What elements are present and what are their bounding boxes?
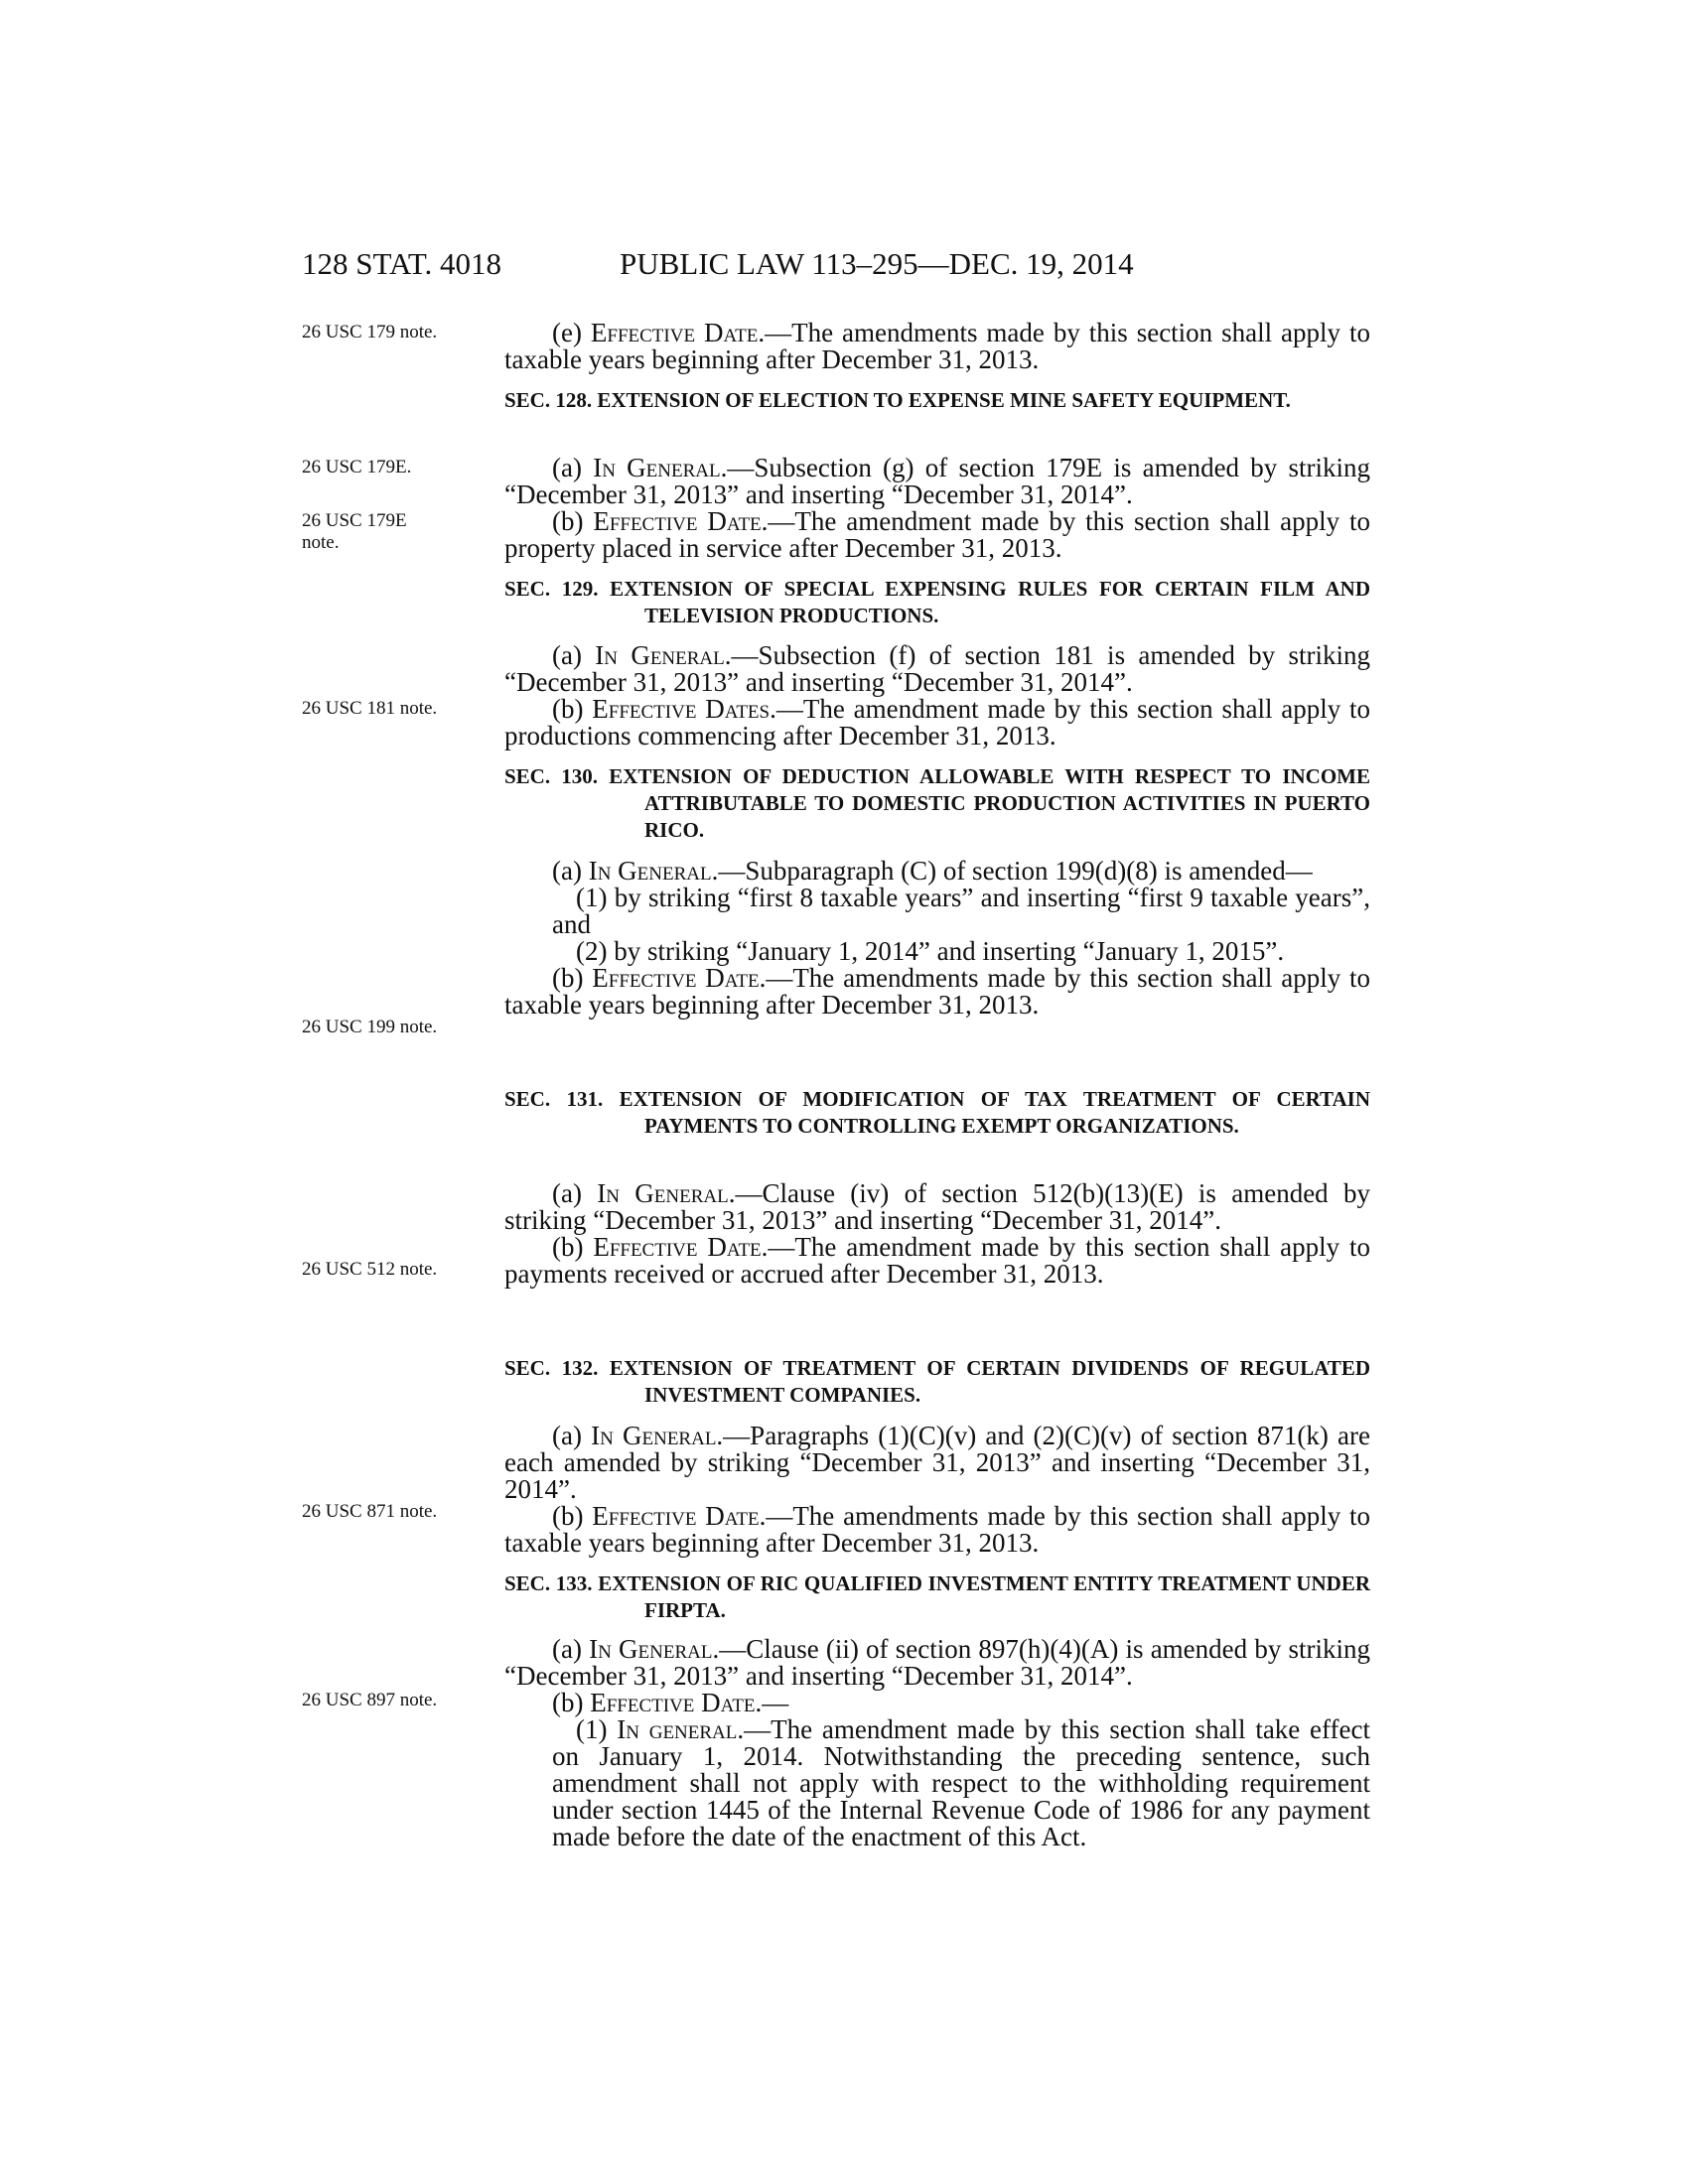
- section-heading: SEC. 130. EXTENSION OF DEDUCTION ALLOWABLE WITH RESPECT TO INCOME ATTRIBUTABLE TO DOMESTIC PRODUCTION ACTIVITIES IN PUERTO RICO.: [504, 764, 1370, 842]
- statute-page-number: 128 STAT. 4018: [302, 246, 502, 281]
- margin-note: 26 USC 179 note.: [302, 322, 438, 342]
- margin-note: 26 USC 181 note.: [302, 698, 438, 719]
- section-heading: SEC. 132. EXTENSION OF TREATMENT OF CERTAIN DIVIDENDS OF REGULATED INVESTMENT COMPANIES.: [504, 1356, 1370, 1407]
- paragraph: (a) In General.—Subsection (f) of section 181 is amended by striking “December 31, 2013” and inserting “December 31, 2014”.: [504, 640, 1370, 697]
- section-heading-131: [504, 1086, 1370, 1140]
- paragraph: (a) In General.—Clause (ii) of section 897(h)(4)(A) is amended by striking “December 31, 2013” and inserting “December 31, 2014”.: [504, 1634, 1370, 1691]
- margin-note: 26 USC 199 note.: [302, 1017, 438, 1037]
- public-law-title: PUBLIC LAW 113–295—DEC. 19, 2014: [620, 246, 1134, 281]
- subsection-block: [504, 642, 1370, 750]
- paragraph: (b) Effective Date.—The amendments made by this section shall apply to taxable years beginning after December 31, 2013.: [504, 963, 1370, 1020]
- subsection-block: [504, 455, 1370, 562]
- paragraph: (b) Effective Date.—The amendment made by this section shall apply to property placed in service after December 31, 2013.: [504, 506, 1371, 563]
- paragraph: (1) In general.—The amendment made by this section shall take effect on January 1, 2014. Notwithstanding the preceding sentence, such amendment shall not apply with respect to the withholding requirement under section 1445 of the Internal Revenue Code of 1986 for any payment made before the date of the enactment of this Act.: [552, 1714, 1370, 1851]
- paragraph: (1) by striking “first 8 taxable years” and inserting “first 9 taxable years”, and: [552, 883, 1370, 939]
- section-heading-129: [504, 576, 1370, 629]
- section-heading: SEC. 133. EXTENSION OF RIC QUALIFIED INVESTMENT ENTITY TREATMENT UNDER FIRPTA.: [504, 1571, 1370, 1622]
- paragraph: (b) Effective Dates.—The amendment made by this section shall apply to productions commencing after December 31, 2013.: [504, 694, 1370, 751]
- margin-note: 26 USC 512 note.: [302, 1259, 438, 1280]
- section-heading: SEC. 129. EXTENSION OF SPECIAL EXPENSING RULES FOR CERTAIN FILM AND TELEVISION PRODUCTIONS.: [504, 577, 1370, 627]
- paragraph: (b) Effective Date.—: [552, 1688, 789, 1717]
- paragraph: (a) In General.—Paragraphs (1)(C)(v) and (2)(C)(v) of section 871(k) are each amended by striking “December 31, 2013” and inserting “December 31, 2014”.: [504, 1421, 1370, 1504]
- section-heading: SEC. 131. EXTENSION OF MODIFICATION OF TAX TREATMENT OF CERTAIN PAYMENTS TO CONTROLLING EXEMPT ORGANIZATIONS.: [504, 1087, 1370, 1138]
- margin-note: 26 USC 871 note.: [302, 1501, 438, 1522]
- paragraph: (a) In General.—Clause (iv) of section 512(b)(13)(E) is amended by striking “December 31, 2013” and inserting “December 31, 2014”.: [504, 1178, 1370, 1235]
- paragraph: (a) In General.—Subparagraph (C) of section 199(d)(8) is amended—: [552, 856, 1313, 886]
- section-heading-132: [504, 1355, 1370, 1409]
- paragraph: (b) Effective Date.—The amendments made by this section shall apply to taxable years beginning after December 31, 2013.: [504, 1501, 1370, 1558]
- paragraph: (b) Effective Date.—The amendment made by this section shall apply to payments received or accrued after December 31, 2013.: [504, 1232, 1371, 1289]
- subsection-block: [504, 320, 1370, 373]
- subsection-block: [504, 1636, 1370, 1850]
- margin-note: 26 USC 179E note.: [302, 510, 407, 553]
- margin-note: 26 USC 897 note.: [302, 1690, 438, 1710]
- subsection-block: [504, 1423, 1370, 1557]
- paragraph: (a) In General.—Subsection (g) of section 179E is amended by striking “December 31, 2013” and inserting “December 31, 2014”.: [504, 453, 1371, 509]
- section-heading-128: [504, 387, 1370, 414]
- paragraph: (2) by striking “January 1, 2014” and inserting “January 1, 2015”.: [576, 936, 1285, 966]
- section-heading-130: [504, 763, 1370, 844]
- page-header: [302, 244, 1215, 284]
- paragraph: (e) Effective Date.—The amendments made by this section shall apply to taxable years beginning after December 31, 2013.: [504, 318, 1370, 374]
- subsection-block: [504, 1180, 1370, 1288]
- section-heading: SEC. 128. EXTENSION OF ELECTION TO EXPENSE MINE SAFETY EQUIPMENT.: [504, 388, 1291, 412]
- subsection-block: [504, 858, 1370, 1019]
- section-heading-133: [504, 1570, 1370, 1624]
- margin-note: 26 USC 179E.: [302, 457, 412, 478]
